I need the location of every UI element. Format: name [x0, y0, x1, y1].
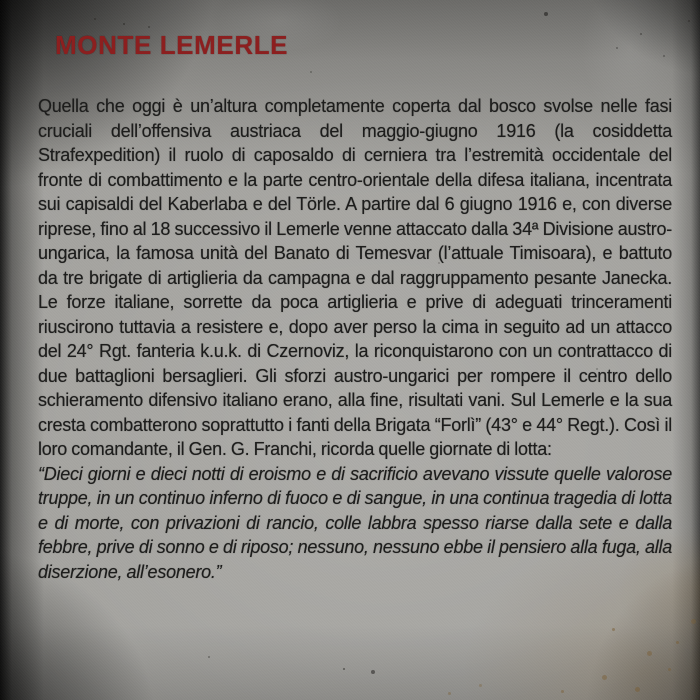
plaque-body-text: Quella che oggi è un’altura completamente coperta dal bosco svolse nelle fasi cruciali dell’offensiva austriaca del maggio-giugno 1916 (la cosiddetta Strafexpedition) il ruolo di caposaldo di cerniera tra l’estremità occidentale del fronte di combattimento e la parte centro-orientale della difesa italiana, incentrata sui capisaldi del Kaberlaba e del Törle. A partire dal 6 giugno 1916 e, con diverse riprese, fino al 18 successivo il Lemerle venne attaccato dalla 34ª Divisione austro-ungarica, la famosa unità del Banato di Temesvar (l’attuale Timisoara), e battuto da tre brigate di artiglieria da campagna e dal raggruppamento pesante Janecka. Le forze italiane, sorrette da poca artiglieria e prive di adeguati trinceramenti riuscirono tuttavia a resistere e, dopo aver perso la cima in seguito ad un attacco del 24° Rgt. fanteria k.u.k. di Czernoviz, la riconquistarono con un contrattacco di due battaglioni bersaglieri. Gli sforzi austro-ungarici per rompere il centro dello schieramento difensivo italiano erano, alla fine, risultati vani. Sul Lemerle e la sua cresta combatterono soprattutto i fanti della Brigata “Forlì” (43° e 44° Regt.). Così il loro comandante, il Gen. G. Franchi, ricorda quelle giornate di lotta: — [38, 96, 672, 459]
plaque-quote-text: “Dieci giorni e dieci notti di eroismo e di sacrificio avevano vissute quelle valorose truppe, in un continuo inferno di fuoco e di sangue, in una continua tragedia di lotta e di morte, con privazioni di rancio, colle labbra spesso riarse dalla sete e dalla febbre, prive di sonno e di riposo; nessuno, nessuno ebbe il pensiero alla fuga, alla diserzione, all’esonero.” — [38, 463, 672, 582]
plaque-text-block — [38, 30, 672, 584]
plaque-title: MONTE LEMERLE — [55, 30, 289, 60]
